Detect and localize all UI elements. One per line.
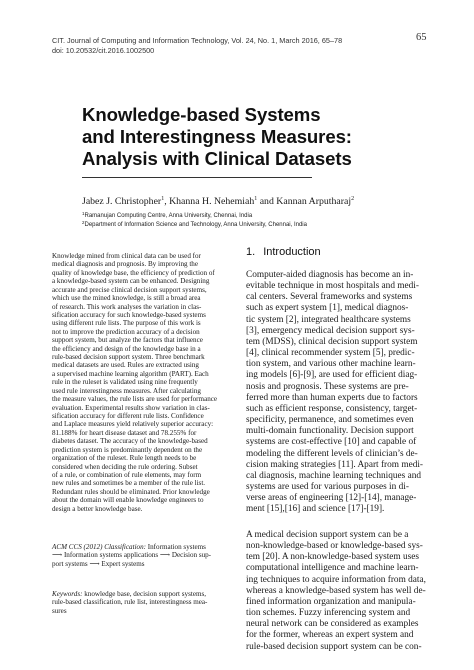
text-line: cal diagnosis, machine learning techniques and xyxy=(246,470,422,481)
text-line: a supervised machine learning algorithm (PART). Each xyxy=(52,369,209,378)
text-line: nosis and prognosis. These systems are pre- xyxy=(246,381,409,392)
acm-text: Information systems xyxy=(146,543,206,551)
text-line: Computer-aided diagnosis has become an in- xyxy=(246,270,414,280)
text-line: support system, but analyze the factors that influence xyxy=(52,336,203,345)
text-line: Knowledge mined from clinical data can be used for xyxy=(52,252,201,260)
text-line: the efficiency and design of the knowledge base in a xyxy=(52,344,201,353)
acm-text: ⟶ Information systems applications ⟶ Decision sup- xyxy=(52,551,212,560)
text-line: 81.188% for heart disease dataset and 78.255% for xyxy=(52,428,197,437)
keywords xyxy=(52,590,237,615)
text-line: systems are used for various purposes in di- xyxy=(246,481,409,492)
text-line: non-knowledge-based or knowledge-based sys- xyxy=(246,541,423,552)
affiliation-marker: 2 xyxy=(351,196,355,202)
section-title: Introduction xyxy=(263,246,321,258)
text-line: multi-domain functionality. Decision support xyxy=(246,426,414,437)
text-line: tion schemes. Fuzzy inferencing system and xyxy=(246,608,411,619)
text-line: medical diagnosis and prognosis. By improving the xyxy=(52,260,198,269)
text-line: ferred more than human experts due to factors xyxy=(246,392,418,403)
affiliation-marker: 2 xyxy=(82,220,85,225)
text-line: verse areas of engineering [12]-[14], manage- xyxy=(246,493,417,504)
text-line: of a rule, or combination of rule elements, may form xyxy=(52,470,202,479)
text-line: using different rule lists. The purpose of this work is xyxy=(52,319,201,328)
author-name: , Khanna H. Nehemiah xyxy=(164,196,255,207)
text-line: rule-based decision support system. Three benchmark xyxy=(52,353,205,362)
text-line: modeling the different levels of clinician’s de- xyxy=(246,448,418,459)
acm-text: port systems ⟶ Expert systems xyxy=(52,559,145,568)
text-line: new rules and sometimes be a member of the rule list. xyxy=(52,479,206,488)
section-heading xyxy=(246,246,321,258)
intro-paragraph xyxy=(246,270,422,515)
text-line: such as expert system [1], medical diagnos- xyxy=(246,303,409,314)
text-line: whereas a knowledge-based system has well de- xyxy=(246,585,426,596)
keywords-text: sures xyxy=(52,606,67,615)
text-line: used rule interestingness measures. After calculating xyxy=(52,386,201,395)
text-line: [3], emergency medical decision support sys- xyxy=(246,325,415,336)
text-line: tion system, and various other machine learn- xyxy=(246,359,416,370)
text-line: fined information organization and manipula- xyxy=(246,596,416,607)
author-list xyxy=(82,196,354,207)
text-line: rule in the ruleset is validated using nine frequently xyxy=(52,378,198,387)
text-line: ing models [6]-[9], are used for efficient diag- xyxy=(246,370,418,381)
text-line: quality of knowledge base, the efficiency of prediction of xyxy=(52,268,215,277)
keywords-label: Keywords: xyxy=(52,590,83,598)
text-line: of research. This work analyses the variation in clas- xyxy=(52,302,202,311)
text-line: systems are cost-effective [10] and capable of xyxy=(246,437,417,448)
affiliation-text: Ramanujan Computing Centre, Anna University, Chennai, India xyxy=(84,213,253,219)
text-line: rule-based decision support system can be con- xyxy=(246,641,422,652)
text-line: A medical decision support system can be a xyxy=(246,530,409,540)
section-number: 1. xyxy=(246,246,256,258)
text-line: considered when deciding the rule ordering. Subset xyxy=(52,462,198,471)
title-line: and Interestingness Measures: xyxy=(82,126,352,147)
text-line: sification accuracy for different rule lists. Confidence xyxy=(52,412,204,421)
text-line: which use the mined knowledge, is still a broad area xyxy=(52,294,201,303)
intro-paragraph xyxy=(246,530,426,653)
affiliation-text: Department of Information Science and Technology, Anna University, Chennai, India xyxy=(84,222,307,228)
text-line: medical datasets are used. Rules are extracted using xyxy=(52,361,199,370)
text-line: not to improve the prediction accuracy of a decision xyxy=(52,327,200,336)
title-line: Knowledge-based Systems xyxy=(82,104,321,125)
text-line: neural network can be considered as examples xyxy=(246,619,419,630)
text-line: design a better knowledge base. xyxy=(52,504,143,513)
text-line: and Laplace measures yield relatively superior accuracy: xyxy=(52,420,214,429)
doi: doi: 10.20532/cit.2016.1002500 xyxy=(52,45,155,55)
acm-classification xyxy=(52,543,237,568)
affiliation-marker: 1 xyxy=(82,211,85,216)
text-line: prediction system is predominantly dependent on the xyxy=(52,445,203,454)
affiliation xyxy=(82,221,402,229)
text-line: diabetes dataset. The accuracy of the knowledge-based xyxy=(52,437,208,446)
text-line: specificity, permanence, and sometimes even xyxy=(246,415,414,426)
affiliation-marker: 1 xyxy=(254,196,258,202)
acm-label: ACM CCS (2012) Classification: xyxy=(52,543,146,551)
journal-citation: CIT. Journal of Computing and Information Technology, Vol. 24, No. 1, March 2016, 65–78 xyxy=(52,36,343,45)
text-line: sification accuracy for such knowledge-based systems xyxy=(52,310,206,319)
text-line: organization of the ruleset. Rule length needs to be xyxy=(52,454,197,463)
affiliation xyxy=(82,212,402,220)
text-line: [4], clinical recommender system [5], predic- xyxy=(246,348,415,359)
text-line: ment [15],[16] and science [17]-[19]. xyxy=(246,504,385,515)
text-line: about the domain will enable knowledge engineers to xyxy=(52,496,204,505)
text-line: ing techniques to acquire information from data, xyxy=(246,574,426,585)
text-line: accurate and precise clinical decision support systems, xyxy=(52,285,207,294)
text-line: Redundant rules should be eliminated. Prior knowledge xyxy=(52,487,210,496)
text-line: evaluation. Experimental results show variation in clas- xyxy=(52,403,210,412)
text-line: such as efficient response, consistency, target- xyxy=(246,403,418,414)
text-line: for the former, whereas an expert system and xyxy=(246,630,414,641)
text-line: computational intelligence and machine learn- xyxy=(246,563,419,574)
text-line: tem (MDSS), clinical decision support system xyxy=(246,336,418,347)
title-divider xyxy=(82,177,312,178)
title-line: Analysis with Clinical Datasets xyxy=(82,148,352,169)
author-name: Jabez J. Christopher xyxy=(82,196,162,207)
keywords-text: knowledge base, decision support systems, xyxy=(82,590,207,598)
page-number: 65 xyxy=(416,32,427,43)
text-line: a knowledge-based system can be enhanced. Designing xyxy=(52,277,210,286)
text-line: tem [20]. A non-knowledge-based system uses xyxy=(246,552,419,563)
affiliation-marker: 1 xyxy=(161,196,165,202)
text-line: tic system [2], integrated healthcare systems xyxy=(246,314,411,325)
keywords-text: rule-based classification, rule list, interestingness mea- xyxy=(52,598,208,607)
paper-title xyxy=(82,104,412,170)
text-line: the measure values, the rule lists are used for performance xyxy=(52,395,218,404)
author-name: and Kannan Arputharaj xyxy=(257,196,352,207)
text-line: evitable technique in most hospitals and medi- xyxy=(246,281,419,292)
text-line: cision making strategies [11]. Apart from medi- xyxy=(246,459,424,470)
abstract xyxy=(52,252,237,513)
text-line: cal centers. Several frameworks and systems xyxy=(246,292,413,303)
running-header xyxy=(52,36,342,55)
